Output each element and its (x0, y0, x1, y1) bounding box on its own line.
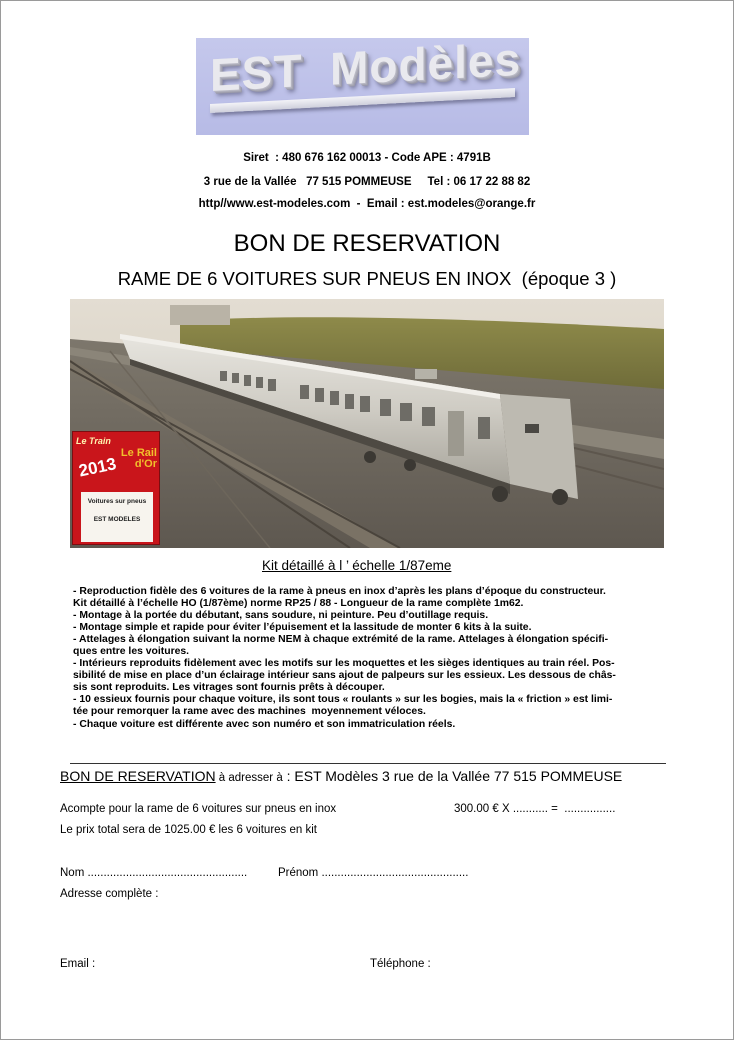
feature-line: - 10 essieux fournis pour chaque voiture, ils sont tous « roulants » sur les bogies, mais la « friction » est limi- (73, 694, 613, 706)
feature-line: - Montage simple et rapide pour éviter l’épuisement et la lassitude de monter 6 kits à la suite. (73, 622, 532, 634)
feature-line: sibilité de mise en place d’un éclairage intérieur sans ajout de palpeurs sur les essieux. Les dessous de châs- (73, 670, 616, 682)
prenom-field[interactable]: Prénom .............................................. (278, 867, 469, 879)
web-email-line: http//www.est-modeles.com - Email : est.modeles@orange.fr (198, 198, 536, 210)
feature-line: sis sont reproduits. Les vitrages sont fournis prêts à découper. (73, 682, 385, 694)
badge-award: Le Rail d'Or (120, 447, 157, 470)
feature-line: - Attelages à élongation suivant la norme NEM à chaque extrémité de la rame. Attelages à élongation spécifi- (73, 634, 609, 646)
company-logo (196, 32, 529, 135)
order-label: BON DE RESERVATION (60, 768, 216, 784)
train-photo (70, 299, 664, 548)
nom-field[interactable]: Nom .................................................. (60, 867, 248, 879)
badge-panel (81, 492, 153, 542)
order-sub: à adresser à (215, 772, 283, 784)
kit-title: Kit détaillé à l ’ échelle 1/87eme (262, 558, 452, 573)
feature-line: - Reproduction fidèle des 6 voitures de la rame à pneus en inox d’après les plans d’époque du constructeur. (73, 586, 606, 597)
siret-line: Siret : 480 676 162 00013 - Code APE : 4791B (243, 152, 491, 164)
feature-line: - Intérieurs reproduits fidèlement avec les motifs sur les moquettes et les sièges identiques au train réel. Pos- (73, 658, 615, 670)
deposit-label: Acompte pour la rame de 6 voitures sur pneus en inox (60, 803, 337, 815)
feature-line: - Montage à la portée du débutant, sans soudure, ni peinture. Peu d’outillage requis. (73, 610, 489, 622)
order-destination: : EST Modèles 3 rue de la Vallée 77 515 POMMEUSE (282, 768, 623, 784)
address-field[interactable]: Adresse complète : (60, 888, 159, 900)
feature-list (73, 586, 663, 731)
address-line: 3 rue de la Vallée 77 515 POMMEUSE Tel : 06 17 22 88 82 (203, 176, 531, 188)
total-price-line: Le prix total sera de 1025.00 € les 6 voitures en kit (60, 824, 317, 836)
email-field[interactable]: Email : (60, 958, 96, 970)
badge-product: Voitures sur pneus (87, 498, 147, 505)
feature-line: Kit détaillé à l’échelle HO (1/87ème) norme RP25 / 88 - Longueur de la rame complète 1m62. (73, 598, 524, 610)
order-header (60, 768, 622, 784)
feature-line: tée pour remorquer la rame avec des machines moyennement véloces. (73, 706, 426, 718)
feature-line: ques entre les voitures. (73, 646, 190, 658)
page-subtitle: RAME DE 6 VOITURES SUR PNEUS EN INOX (époque 3 ) (117, 268, 617, 289)
logo-text: EST Modèles (210, 32, 522, 102)
badge-maker: EST MODELES (93, 516, 141, 523)
deposit-calculation-field[interactable]: 300.00 € X ........... = ................ (454, 803, 616, 815)
telephone-field[interactable]: Téléphone : (370, 958, 431, 970)
feature-line: - Chaque voiture est différente avec son numéro et son immatriculation réels. (73, 718, 456, 730)
badge-year: 2013 (77, 454, 118, 481)
rail-dor-award-badge (72, 431, 160, 545)
page-title: BON DE RESERVATION (233, 230, 501, 257)
badge-magazine: Le Train (76, 436, 111, 446)
section-divider (70, 763, 666, 764)
